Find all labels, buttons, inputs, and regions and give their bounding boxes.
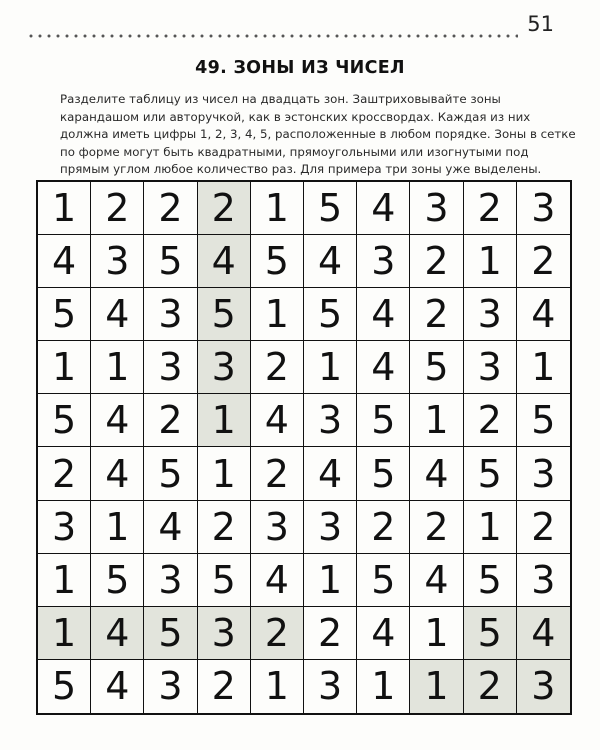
grid-cell[interactable]: 3 bbox=[144, 341, 197, 394]
grid-cell[interactable]: 5 bbox=[251, 235, 304, 288]
divider-dot bbox=[39, 35, 42, 38]
grid-cell[interactable]: 2 bbox=[410, 235, 463, 288]
grid-cell[interactable]: 3 bbox=[304, 394, 357, 447]
divider-dot bbox=[192, 35, 195, 38]
grid-cell[interactable]: 5 bbox=[144, 235, 197, 288]
grid-cell[interactable]: 3 bbox=[517, 554, 570, 607]
grid-cell[interactable]: 5 bbox=[357, 554, 410, 607]
grid-cell[interactable]: 3 bbox=[464, 288, 517, 341]
divider-dot bbox=[390, 35, 393, 38]
grid-cell[interactable]: 4 bbox=[91, 660, 144, 713]
grid-cell[interactable]: 3 bbox=[517, 660, 570, 713]
divider-dot bbox=[93, 35, 96, 38]
page-title: 49. ЗОНЫ ИЗ ЧИСЕЛ bbox=[195, 58, 405, 78]
divider-dot bbox=[129, 35, 132, 38]
grid-cell[interactable]: 4 bbox=[357, 341, 410, 394]
grid-cell[interactable]: 1 bbox=[91, 341, 144, 394]
grid-cell[interactable]: 1 bbox=[38, 341, 91, 394]
divider-dot bbox=[345, 35, 348, 38]
divider-dot bbox=[84, 35, 87, 38]
divider-dot bbox=[462, 35, 465, 38]
divider-dot bbox=[444, 35, 447, 38]
divider-dot bbox=[363, 35, 366, 38]
divider-dot bbox=[264, 35, 267, 38]
grid-cell[interactable]: 1 bbox=[517, 341, 570, 394]
divider-dot bbox=[111, 35, 114, 38]
grid-cell[interactable]: 4 bbox=[357, 288, 410, 341]
grid-cell[interactable]: 2 bbox=[517, 501, 570, 554]
grid-cell[interactable]: 5 bbox=[410, 341, 463, 394]
grid-cell[interactable]: 4 bbox=[410, 447, 463, 500]
grid-cell[interactable]: 2 bbox=[304, 607, 357, 660]
grid-cell[interactable]: 1 bbox=[304, 341, 357, 394]
grid-cell[interactable]: 2 bbox=[38, 447, 91, 500]
grid-cell[interactable]: 1 bbox=[410, 394, 463, 447]
divider-dot bbox=[201, 35, 204, 38]
grid-cell[interactable]: 3 bbox=[304, 660, 357, 713]
divider-dot bbox=[102, 35, 105, 38]
grid-cell[interactable]: 5 bbox=[464, 554, 517, 607]
divider-dot bbox=[372, 35, 375, 38]
grid-cell[interactable]: 1 bbox=[38, 607, 91, 660]
grid-cell[interactable]: 2 bbox=[464, 660, 517, 713]
grid-cell[interactable]: 5 bbox=[517, 394, 570, 447]
grid-cell[interactable]: 1 bbox=[464, 501, 517, 554]
grid-cell[interactable]: 2 bbox=[198, 182, 251, 235]
grid-cell[interactable]: 1 bbox=[410, 607, 463, 660]
divider-dot bbox=[48, 35, 51, 38]
divider-dot bbox=[156, 35, 159, 38]
grid-cell[interactable]: 2 bbox=[464, 394, 517, 447]
grid-cell[interactable]: 2 bbox=[357, 501, 410, 554]
instructions-paragraph: Разделите таблицу из чисел на двадцать зон. Заштриховывайте зоны карандашом или авторучкой, как в эстонских кроссвордах. Каждая из них должна иметь цифры 1, 2, 3, 4, 5, расположенные в любом порядке. Зоны в сетке по форме могут быть квадратными, прямоугольными или изогнутыми под прямым углом любое количество раз. Для примера три зоны уже выделены. bbox=[60, 92, 576, 176]
divider-dot bbox=[354, 35, 357, 38]
grid-cell[interactable]: 1 bbox=[38, 182, 91, 235]
grid-cell[interactable]: 1 bbox=[198, 447, 251, 500]
grid-cell[interactable]: 3 bbox=[357, 235, 410, 288]
divider-dot bbox=[516, 35, 519, 38]
instructions-text bbox=[60, 91, 580, 179]
divider-dot bbox=[426, 35, 429, 38]
divider-dot bbox=[255, 35, 258, 38]
grid-cell[interactable]: 3 bbox=[410, 182, 463, 235]
grid-cell[interactable]: 3 bbox=[144, 660, 197, 713]
grid-cell[interactable]: 2 bbox=[464, 182, 517, 235]
divider-dot bbox=[480, 35, 483, 38]
grid-cell[interactable]: 4 bbox=[91, 447, 144, 500]
grid-cell[interactable]: 5 bbox=[357, 447, 410, 500]
grid-cell[interactable]: 4 bbox=[144, 501, 197, 554]
grid-cell[interactable]: 2 bbox=[251, 607, 304, 660]
grid-cell[interactable]: 1 bbox=[464, 235, 517, 288]
grid-cell[interactable]: 2 bbox=[410, 501, 463, 554]
divider-dot bbox=[381, 35, 384, 38]
divider-dot bbox=[273, 35, 276, 38]
divider-dot bbox=[75, 35, 78, 38]
grid-cell[interactable]: 4 bbox=[251, 554, 304, 607]
divider-dot bbox=[399, 35, 402, 38]
divider-dot bbox=[489, 35, 492, 38]
grid-cell[interactable]: 5 bbox=[38, 660, 91, 713]
grid-cell[interactable]: 1 bbox=[251, 182, 304, 235]
grid-cell[interactable]: 5 bbox=[198, 288, 251, 341]
divider-dot bbox=[291, 35, 294, 38]
dotted-divider bbox=[28, 32, 518, 40]
divider-dot bbox=[30, 35, 33, 38]
divider-dot bbox=[165, 35, 168, 38]
grid-cell[interactable]: 4 bbox=[357, 182, 410, 235]
page-number: 51 bbox=[527, 12, 554, 36]
grid-cell[interactable]: 3 bbox=[198, 607, 251, 660]
divider-dot bbox=[408, 35, 411, 38]
grid-cell[interactable]: 1 bbox=[198, 394, 251, 447]
divider-dot bbox=[300, 35, 303, 38]
divider-dot bbox=[246, 35, 249, 38]
divider-dot bbox=[237, 35, 240, 38]
grid-cell[interactable]: 5 bbox=[464, 447, 517, 500]
grid-cell[interactable]: 1 bbox=[251, 660, 304, 713]
grid-cell[interactable]: 4 bbox=[198, 235, 251, 288]
divider-dot bbox=[471, 35, 474, 38]
grid-cell[interactable]: 5 bbox=[304, 288, 357, 341]
divider-dot bbox=[210, 35, 213, 38]
divider-dot bbox=[282, 35, 285, 38]
grid-cell[interactable]: 3 bbox=[91, 235, 144, 288]
grid-cell[interactable]: 5 bbox=[198, 554, 251, 607]
grid-cell[interactable]: 4 bbox=[38, 235, 91, 288]
grid-cell[interactable]: 1 bbox=[251, 288, 304, 341]
grid-cell[interactable]: 4 bbox=[91, 288, 144, 341]
grid-cell[interactable]: 3 bbox=[251, 501, 304, 554]
grid-cell[interactable]: 1 bbox=[410, 660, 463, 713]
grid-cell[interactable]: 5 bbox=[357, 394, 410, 447]
grid-cell[interactable]: 5 bbox=[38, 394, 91, 447]
grid-cell[interactable]: 2 bbox=[251, 447, 304, 500]
grid-cell[interactable]: 5 bbox=[144, 607, 197, 660]
divider-dot bbox=[219, 35, 222, 38]
grid-cell[interactable]: 4 bbox=[91, 607, 144, 660]
grid-cell[interactable]: 3 bbox=[304, 501, 357, 554]
grid-cell[interactable]: 4 bbox=[251, 394, 304, 447]
grid-cell[interactable]: 2 bbox=[91, 182, 144, 235]
divider-dot bbox=[453, 35, 456, 38]
divider-dot bbox=[228, 35, 231, 38]
grid-cell[interactable]: 5 bbox=[144, 447, 197, 500]
divider-dot bbox=[435, 35, 438, 38]
grid-cell[interactable]: 2 bbox=[198, 501, 251, 554]
divider-dot bbox=[327, 35, 330, 38]
divider-dot bbox=[57, 35, 60, 38]
grid-cell[interactable]: 5 bbox=[464, 607, 517, 660]
grid-cell[interactable]: 3 bbox=[517, 182, 570, 235]
grid-cell[interactable]: 5 bbox=[38, 288, 91, 341]
grid-cell[interactable]: 3 bbox=[144, 288, 197, 341]
grid-cell[interactable]: 3 bbox=[517, 447, 570, 500]
grid-cell[interactable]: 3 bbox=[464, 341, 517, 394]
grid-cell[interactable]: 1 bbox=[357, 660, 410, 713]
divider-dot bbox=[336, 35, 339, 38]
grid-cell[interactable]: 4 bbox=[517, 607, 570, 660]
grid-cell[interactable]: 2 bbox=[144, 182, 197, 235]
grid-cell[interactable]: 1 bbox=[38, 554, 91, 607]
grid-cell[interactable]: 4 bbox=[304, 235, 357, 288]
grid-cell[interactable]: 4 bbox=[357, 607, 410, 660]
grid-cell[interactable]: 2 bbox=[410, 288, 463, 341]
divider-dot bbox=[120, 35, 123, 38]
grid-cell[interactable]: 2 bbox=[251, 341, 304, 394]
grid-cell[interactable]: 4 bbox=[517, 288, 570, 341]
divider-dot bbox=[66, 35, 69, 38]
grid-cell[interactable]: 3 bbox=[38, 501, 91, 554]
grid-cell[interactable]: 2 bbox=[517, 235, 570, 288]
grid-cell[interactable]: 3 bbox=[198, 341, 251, 394]
divider-dot bbox=[507, 35, 510, 38]
divider-dot bbox=[309, 35, 312, 38]
divider-dot bbox=[174, 35, 177, 38]
divider-dot bbox=[417, 35, 420, 38]
grid-cell[interactable]: 1 bbox=[304, 554, 357, 607]
grid-cell[interactable]: 4 bbox=[304, 447, 357, 500]
number-grid bbox=[36, 180, 572, 715]
grid-cell[interactable]: 2 bbox=[144, 394, 197, 447]
grid-cell[interactable]: 1 bbox=[91, 501, 144, 554]
grid-cell[interactable]: 4 bbox=[410, 554, 463, 607]
grid-cell[interactable]: 4 bbox=[91, 394, 144, 447]
grid-cell[interactable]: 3 bbox=[144, 554, 197, 607]
divider-dot bbox=[318, 35, 321, 38]
divider-dot bbox=[498, 35, 501, 38]
divider-dot bbox=[183, 35, 186, 38]
grid-cell[interactable]: 2 bbox=[198, 660, 251, 713]
divider-dot bbox=[147, 35, 150, 38]
grid-cell[interactable]: 5 bbox=[91, 554, 144, 607]
divider-dot bbox=[138, 35, 141, 38]
grid-cell[interactable]: 5 bbox=[304, 182, 357, 235]
